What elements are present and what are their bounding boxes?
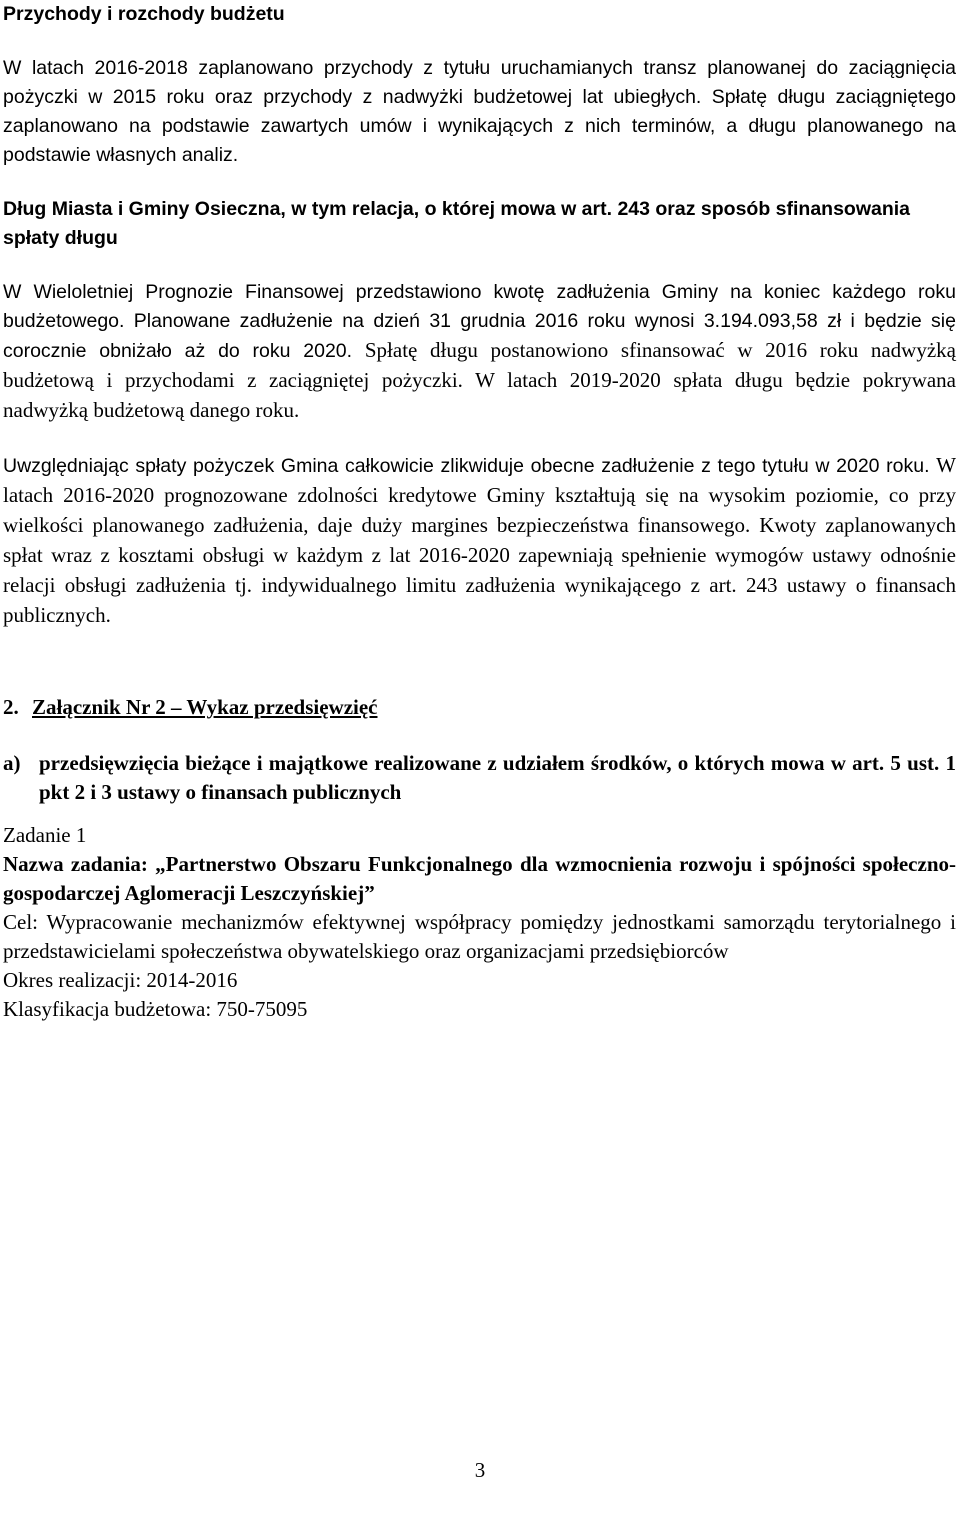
repayment-paragraph-sans: Uwzględniając spłaty pożyczek Gmina całkowicie zlikwiduje obecne zadłużenie z tego tytułu w 2020 roku. [3, 455, 930, 477]
attachment-title: Załącznik Nr 2 – Wykaz przedsięwzięć [32, 695, 378, 719]
income-paragraph: W latach 2016-2018 zaplanowano przychody z tytułu uruchamianych transz planowanej do zaciągnięcia pożyczki w 2015 roku oraz przychody z nadwyżki budżetowej lat ubiegłych. Spłatę długu zaciągniętego zaplanowano na podstawie zawartych umów i wynikających z nich terminów, a długu planowanego na podstawie własnych analiz. [3, 57, 956, 166]
list-marker: a) [3, 751, 21, 775]
task-classification: Klasyfikacja budżetowa: 750-75095 [3, 997, 308, 1021]
task-goal: Cel: Wypracowanie mechanizmów efektywnej współpracy pomiędzy jednostkami samorządu terytorialnego i przedstawicielami społeczeństwa obywatelskiego oraz organizacjami przedsiębiorców [3, 910, 956, 963]
task-period: Okres realizacji: 2014-2016 [3, 968, 238, 992]
attachment-number: 2. [3, 695, 19, 719]
page-number: 3 [474, 1458, 486, 1482]
list-item-text: przedsięwzięcia bieżące i majątkowe realizowane z udziałem środków, o których mowa w art. 5 ust. 1 pkt 2 i 3 ustawy o finansach publicznych [39, 751, 956, 804]
page-content [3, 0, 956, 1024]
task-name: Nazwa zadania: „Partnerstwo Obszaru Funkcjonalnego dla wzmocnienia rozwoju i spójności społeczno-gospodarczej Aglomeracji Leszczyńskiej” [3, 852, 956, 905]
repayment-paragraph [3, 451, 956, 631]
debt-heading: Dług Miasta i Gminy Osieczna, w tym relacja, o której mowa w art. 243 oraz sposób sfinansowania spłaty długu [3, 198, 911, 249]
debt-paragraph [3, 278, 956, 426]
task-label: Zadanie 1 [3, 823, 87, 847]
list-item [3, 749, 956, 807]
section-title: Przychody i rozchody budżetu [3, 3, 285, 25]
attachment-heading [3, 693, 956, 722]
debt-paragraph-serif: Spłatę długu postanowiono sfinansować w 2016 roku nadwyżką budżetową i przychodami z zaciągniętej pożyczki. W latach 2019-2020 spłata długu będzie pokrywana nadwyżką budżetową danego roku. [3, 338, 956, 422]
repayment-paragraph-serif: W latach 2016-2020 prognozowane zdolności kredytowe Gminy kształtują się na wysokim poziomie, co przy wielkości planowanego zadłużenia, daje duży margines bezpieczeństwa finansowego. Kwoty zaplanowanych spłat wraz z kosztami obsługi w każdym z lat 2016-2020 zapewniają spełnienie wymogów ustawy odnośnie relacji obsługi zadłużenia tj. indywidualnego limitu zadłużenia wynikającego z art. 243 ustawy o finansach publicznych. [3, 453, 956, 627]
debt-paragraph-sans: W Wieloletniej Prognozie Finansowej przedstawiono kwotę zadłużenia Gminy na koniec każdego roku budżetowego. Planowane zadłużenie na dzień 31 grudnia 2016 roku wynosi 3.194.093,58 zł i będzie się corocznie obniżało aż do roku 2020. [3, 281, 956, 362]
